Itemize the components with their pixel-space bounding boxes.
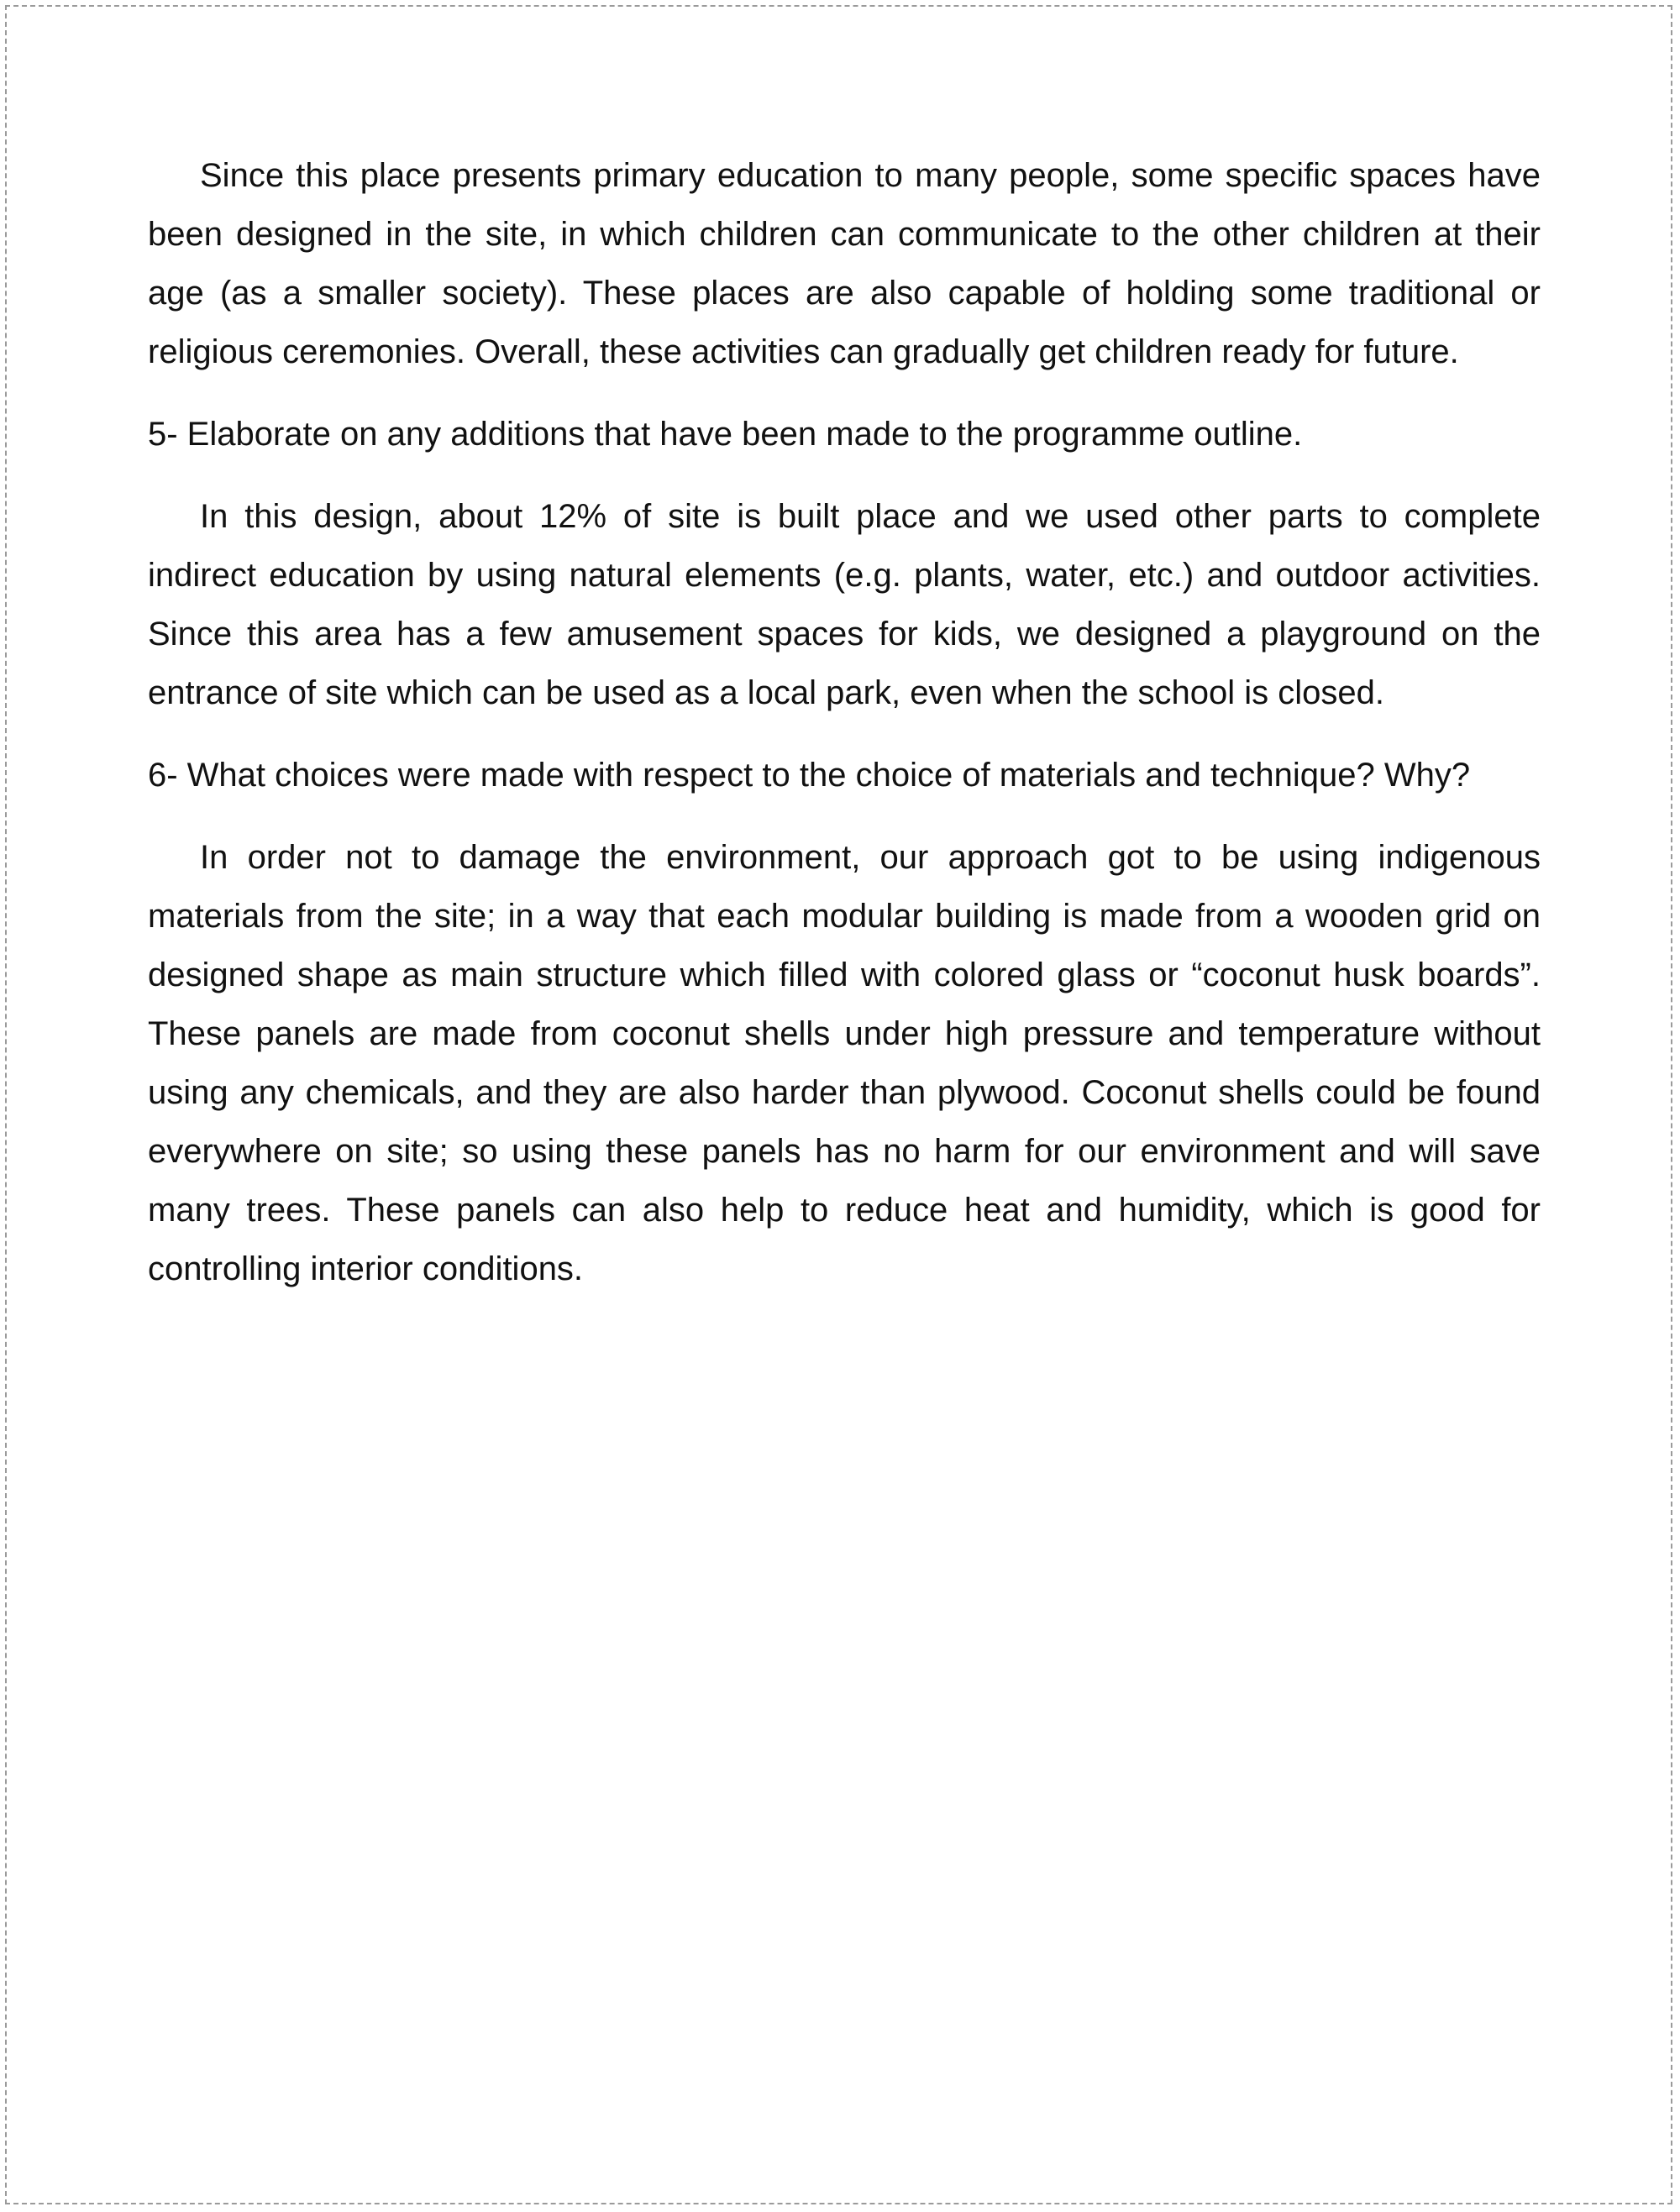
paragraph-program-additions: In this design, about 12% of site is built place and we used other parts to complete indirect education by using natural elements (e.g. plants, water, etc.) and outdoor activities. Since this area has a few amusement spaces for kids, we designed a playground on the entrance of site which can be used as a local park, even when the school is closed.: [148, 498, 1541, 711]
question-6: 6- What choices were made with respect to the choice of materials and technique? Why?: [148, 757, 1471, 794]
question-5: 5- Elaborate on any additions that have been made to the programme outline.: [148, 416, 1303, 453]
document-body: [148, 146, 1541, 1322]
paragraph-materials: In order not to damage the environment, our approach got to be using indigenous materials from the site; in a way that each modular building is made from a wooden grid on designed shape as main structure which filled with colored glass or “coconut husk boards”. These panels are made from coconut shells under high pressure and temperature without using any chemicals, and they are also harder than plywood. Coconut shells could be found everywhere on site; so using these panels has no harm for our environment and will save many trees. These panels can also help to reduce heat and humidity, which is good for controlling interior conditions.: [148, 839, 1541, 1287]
paragraph-community-spaces: Since this place presents primary education to many people, some specific spaces have been designed in the site, in which children can communicate to the other children at their age (as a smaller society). These places are also capable of holding some traditional or religious ceremonies. Overall, these activities can gradually get children ready for future.: [148, 157, 1541, 370]
document-page: [5, 5, 1672, 2204]
